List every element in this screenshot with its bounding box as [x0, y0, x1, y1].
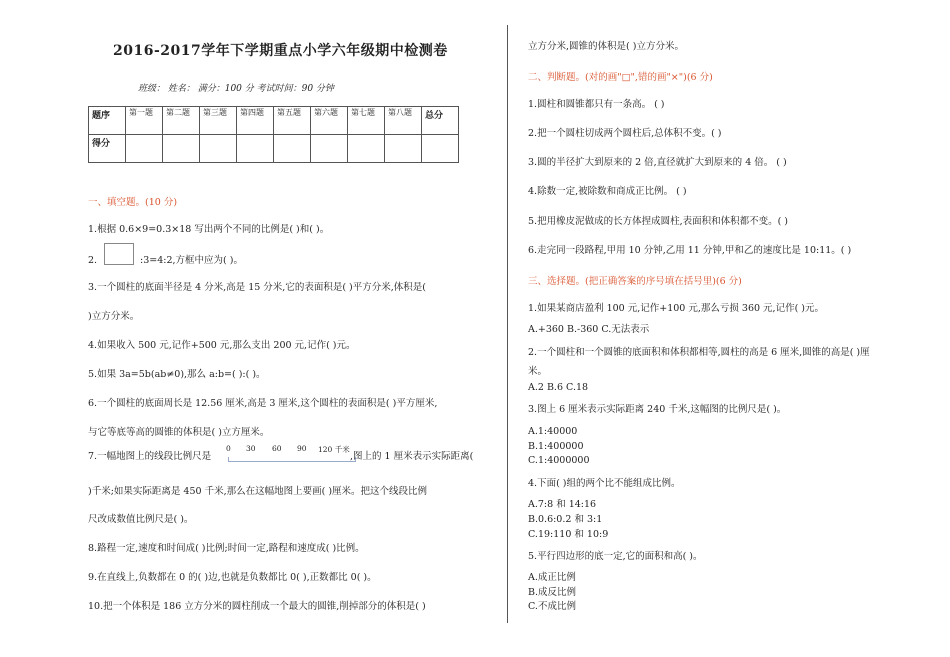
judge-1: 1.圆柱和圆锥都只有一条高。 ( )	[528, 99, 665, 110]
score-cell[interactable]	[237, 135, 274, 163]
choice-3: 3.图上 6 厘米表示实际距离 240 千米,这幅图的比例尺是( )。	[528, 404, 787, 415]
score-cell[interactable]	[274, 135, 311, 163]
q7-line1-suffix: ,图上的 1 厘米表示实际距离(	[350, 451, 474, 462]
q3-line1: 3.一个圆柱的底面半径是 4 分米,高是 15 分米,它的表面积是( )平方分米,体积是(	[88, 282, 426, 293]
q1: 1.根据 0.6×9=0.3×18 写出两个不同的比例是( )和( )。	[88, 224, 330, 235]
scale-tick-30: 30	[246, 444, 256, 453]
score-table-row-order	[89, 107, 459, 135]
judge-2: 2.把一个圆柱切成两个圆柱后,总体积不变。( )	[528, 128, 722, 139]
score-cell[interactable]	[126, 135, 163, 163]
section1-heading: 一、填空题。(10 分)	[88, 197, 178, 208]
choice-2-line2: 米。	[528, 366, 548, 377]
score-cell[interactable]	[311, 135, 348, 163]
choice-5-b: B.成反比例	[528, 587, 577, 598]
q6-line1: 6.一个圆柱的底面周长是 12.56 厘米,高是 3 厘米,这个圆柱的表面积是( )平方厘米,	[88, 398, 438, 409]
scale-tick-0: 0	[226, 444, 231, 453]
score-total: 总分	[422, 107, 459, 135]
judge-6: 6.走完同一段路程,甲用 10 分钟,乙用 11 分钟,甲和乙的速度比是 10:11。( )	[528, 245, 852, 256]
score-cell[interactable]	[200, 135, 237, 163]
q10-continued: 立方分米,圆锥的体积是( )立方分米。	[528, 41, 684, 52]
score-cell[interactable]	[422, 135, 459, 163]
q6-line2: 与它等底等高的圆锥的体积是( )立方厘米。	[88, 427, 270, 438]
judge-4: 4.除数一定,被除数和商成正比例。 ( )	[528, 186, 687, 197]
choice-2-line1: 2.一个圆柱和一个圆锥的底面积和体积都相等,圆柱的高是 6 厘米,圆锥的高是( )厘	[528, 347, 870, 358]
choice-4-a: A.7:8 和 14:16	[528, 499, 597, 510]
q9: 9.在直线上,负数都在 0 的( )边,也就是负数都比 0( ),正数都比 0( )。	[88, 572, 377, 583]
choice-3-b: B.1:400000	[528, 441, 584, 452]
score-col-7: 第七题	[348, 107, 385, 135]
score-col-6: 第六题	[311, 107, 348, 135]
judge-3: 3.圆的半径扩大到原来的 2 倍,直径就扩大到原来的 4 倍。 ( )	[528, 157, 787, 168]
score-cell[interactable]	[348, 135, 385, 163]
score-col-8: 第八题	[385, 107, 422, 135]
score-col-4: 第四题	[237, 107, 274, 135]
q10: 10.把一个体积是 186 立方分米的圆柱削成一个最大的圆锥,削掉部分的体积是( )	[88, 601, 426, 612]
score-col-5: 第五题	[274, 107, 311, 135]
score-cell[interactable]	[385, 135, 422, 163]
exam-meta: 班级： 姓名： 满分：100 分 考试时间：90 分钟	[138, 84, 334, 94]
choice-5-c: C.不成比例	[528, 601, 576, 612]
scale-tick-90: 90	[297, 444, 307, 453]
choice-4-c: C.19:110 和 10:9	[528, 529, 609, 540]
choice-4-b: B.0.6:0.2 和 3:1	[528, 514, 603, 525]
section2-heading: 二、判断题。(对的画"□",错的画"×")(6 分)	[528, 72, 713, 83]
score-row1-label: 题序	[89, 107, 126, 135]
score-col-1: 第一题	[126, 107, 163, 135]
q7-line2: )千米;如果实际距离是 450 千米,那么在这幅地图上要画( )厘米。把这个线段比例	[88, 486, 428, 497]
score-table	[88, 106, 459, 163]
q7-line3: 尺改成数值比例尺是( )。	[88, 514, 194, 525]
choice-5-a: A.成正比例	[528, 572, 576, 583]
page-title: 2016-2017学年下学期重点小学六年级期中检测卷	[113, 43, 448, 59]
choice-1-options: A.+360 B.-360 C.无法表示	[528, 324, 650, 335]
q5: 5.如果 3a=5b(ab≠0),那么 a:b=( ):( )。	[88, 369, 266, 380]
score-col-2: 第二题	[163, 107, 200, 135]
scale-tick-120: 120 千米	[318, 445, 350, 454]
choice-4: 4.下面( )组的两个比不能组成比例。	[528, 478, 681, 489]
choice-5: 5.平行四边形的底一定,它的面积和高( )。	[528, 551, 703, 562]
judge-5: 5.把用橡皮泥做成的长方体捏成圆柱,表面积和体积都不变。( )	[528, 216, 789, 227]
choice-1: 1.如果某商店盈利 100 元,记作+100 元,那么亏损 360 元,记作( )元。	[528, 303, 825, 314]
choice-3-a: A.1:40000	[528, 426, 578, 437]
q2: :3=4:2,方框中应为( )。	[140, 255, 243, 266]
section3-heading: 三、选择题。(把正确答案的序号填在括号里)(6 分)	[528, 276, 742, 287]
column-divider	[507, 25, 508, 623]
score-col-3: 第三题	[200, 107, 237, 135]
answer-box[interactable]	[104, 243, 134, 265]
choice-2-options: A.2 B.6 C.18	[528, 382, 589, 393]
score-row2-label: 得分	[89, 135, 126, 163]
q2-number: 2.	[88, 255, 98, 266]
score-table-row-score	[89, 135, 459, 163]
score-cell[interactable]	[163, 135, 200, 163]
scale-bar	[228, 457, 356, 462]
q4: 4.如果收入 500 元,记作+500 元,那么支出 200 元,记作( )元。	[88, 340, 356, 351]
scale-tick-60: 60	[272, 444, 282, 453]
q7-line1-prefix: 7.一幅地图上的线段比例尺是	[88, 451, 212, 462]
q8: 8.路程一定,速度和时间成( )比例;时间一定,路程和速度成( )比例。	[88, 543, 365, 554]
choice-3-c: C.1:4000000	[528, 455, 590, 466]
q3-line2: )立方分米。	[88, 311, 140, 322]
